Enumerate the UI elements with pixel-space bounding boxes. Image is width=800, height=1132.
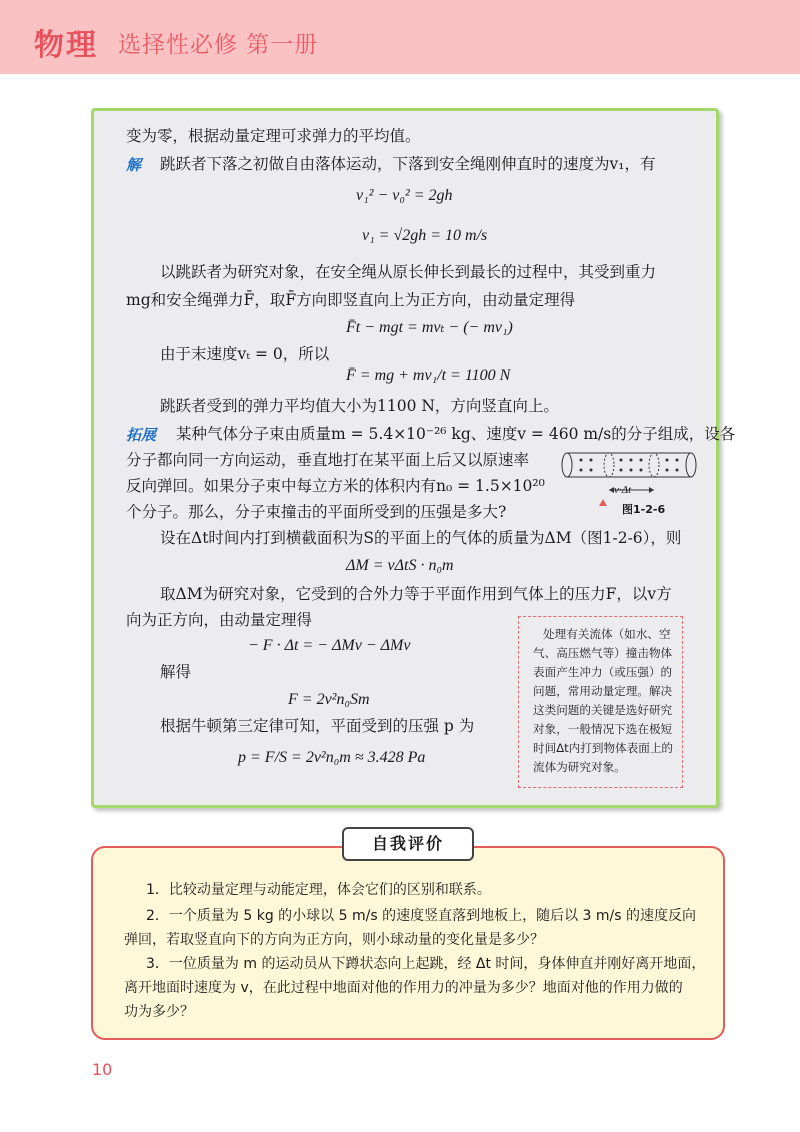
extension-line-4: 个分子。那么，分子束撞击的平面所受到的压强是多大? bbox=[126, 503, 507, 521]
solution-line-2: 以跳跃者为研究对象，在安全绳从原长伸长到最长的过程中，其受到重力 bbox=[160, 263, 657, 281]
solution-line-4: 由于末速度vₜ = 0，所以 bbox=[160, 345, 330, 363]
book-title: 选择性必修 第一册 bbox=[118, 32, 319, 58]
question-2-line-1: 2．一个质量为 5 kg 的小球以 5 m/s 的速度竖直落到地板上，随后以 3 m/s 的速度反向 bbox=[146, 908, 696, 924]
figure-label: v·Δt bbox=[614, 484, 632, 496]
solution-tag: 解 bbox=[126, 156, 142, 174]
question-1: 1．比较动量定理与动能定理，体会它们的区别和联系。 bbox=[146, 882, 491, 898]
self-evaluation-title: 自我评价 bbox=[342, 827, 474, 861]
equation-1: v₁² − v₀² = 2gh bbox=[356, 187, 453, 204]
extension-line-9: 根据牛顿第三定律可知，平面受到的压强 p 为 bbox=[160, 717, 475, 735]
equation-5: ΔM = vΔtS · n₀m bbox=[346, 557, 454, 574]
equation-8: p = F/S = 2v²n₀m ≈ 3.428 Pa bbox=[238, 749, 426, 766]
solution-line-5: 跳跃者受到的弹力平均值大小为1100 N，方向竖直向上。 bbox=[160, 397, 559, 415]
note-line: 问题，常用动量定理。解决 bbox=[533, 684, 673, 698]
question-3-line-2: 离开地面时速度为 v，在此过程中地面对他的作用力的冲量为多少？地面对他的作用力做的 bbox=[124, 980, 683, 996]
side-note bbox=[518, 616, 683, 788]
note-line: 对象，一般情况下选在极短 bbox=[533, 722, 673, 736]
extension-tag: 拓展 bbox=[126, 426, 157, 444]
extension-line-3: 反向弹回。如果分子束中每立方米的体积内有n₀ = 1.5×10²⁰ bbox=[126, 477, 545, 495]
extension-line-2: 分子都向同一方向运动，垂直地打在某平面上后又以原速率 bbox=[126, 451, 530, 469]
equation-4: F̄ = mg + mv₁/t = 1100 N bbox=[346, 367, 511, 384]
solution-line-1: 跳跃者下落之初做自由落体运动，下落到安全绳刚伸直时的速度为v₁，有 bbox=[160, 155, 656, 173]
page-header bbox=[0, 0, 800, 74]
question-3-line-1: 3．一位质量为 m 的运动员从下蹲状态向上起跳，经 Δt 时间，身体伸直并刚好离开地面， bbox=[146, 956, 706, 972]
equation-7: F = 2v²n₀Sm bbox=[288, 691, 370, 708]
note-line: 气、高压燃气等）撞击物体 bbox=[533, 646, 673, 660]
extension-line-6: 取ΔM为研究对象，它受到的合外力等于平面作用到气体上的压力F，以v方 bbox=[160, 585, 672, 603]
figure-caption: 图1-2-6 bbox=[622, 503, 666, 516]
note-line: 处理有关流体（如水、空 bbox=[543, 627, 671, 641]
extension-line-1: 某种气体分子束由质量m = 5.4×10⁻²⁶ kg、速度v = 460 m/s的分子组成，设各 bbox=[176, 425, 736, 443]
equation-3: F̄t − mgt = mvₜ − (− mv₁) bbox=[346, 319, 513, 336]
note-line: 表面产生冲力（或压强）的 bbox=[533, 665, 673, 679]
note-line: 流体为研究对象。 bbox=[533, 760, 626, 774]
extension-line-5: 设在Δt时间内打到横截面积为S的平面上的气体的质量为ΔM（图1-2-6），则 bbox=[160, 529, 682, 547]
page-number: 10 bbox=[92, 1060, 113, 1079]
note-line: 时间Δt内打到物体表面上的 bbox=[533, 741, 674, 755]
subject-title: 物理 bbox=[34, 28, 98, 63]
extension-line-7: 向为正方向，由动量定理得 bbox=[126, 611, 313, 629]
intro-text: 变为零，根据动量定理可求弹力的平均值。 bbox=[126, 127, 421, 145]
solution-line-3: mg和安全绳弹力F̄，取F̄方向即竖直向上为正方向，由动量定理得 bbox=[126, 291, 576, 309]
equation-6: − F · Δt = − ΔMv − ΔMv bbox=[248, 637, 411, 654]
question-2-line-2: 弹回，若取竖直向下的方向为正方向，则小球动量的变化量是多少？ bbox=[124, 932, 544, 948]
equation-2: v₁ = √2gh = 10 m/s bbox=[362, 227, 488, 244]
question-3-line-3: 功为多少？ bbox=[124, 1004, 194, 1020]
note-line: 这类问题的关键是选好研究 bbox=[533, 703, 673, 717]
extension-line-8: 解得 bbox=[160, 663, 192, 681]
